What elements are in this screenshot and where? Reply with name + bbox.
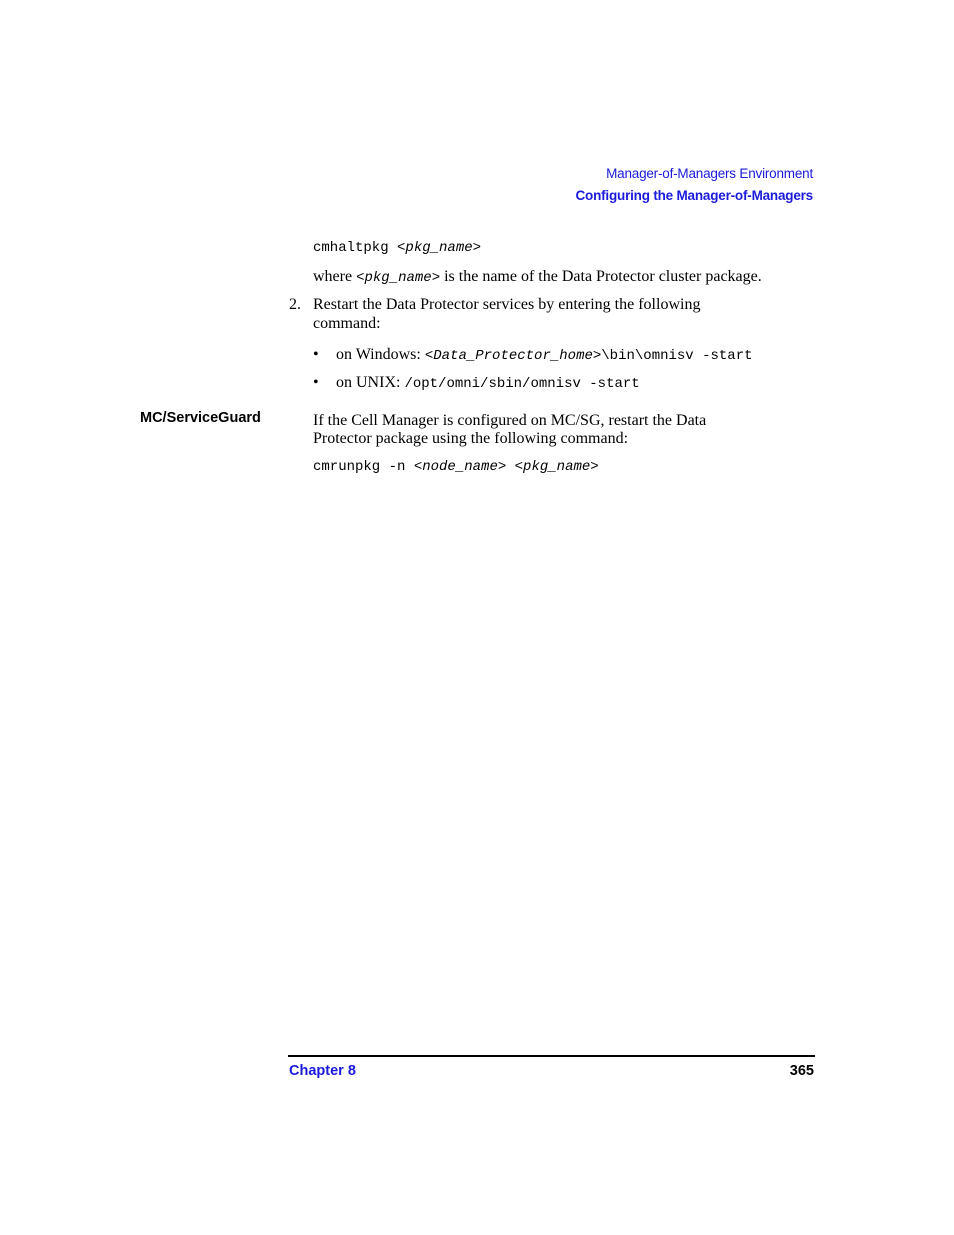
where-text-before: where xyxy=(313,268,357,285)
running-header-section: Configuring the Manager-of-Managers xyxy=(575,188,813,203)
step-number: 2. xyxy=(289,296,301,313)
command-arg-node: <node_name> xyxy=(413,459,507,475)
command-text: cmhaltpkg xyxy=(313,240,398,256)
bullet-unix xyxy=(336,373,640,394)
command-arg: <pkg_name> xyxy=(397,240,482,256)
bullet-path: /opt/omni/sbin/omnisv -start xyxy=(404,376,640,392)
footer-page-number: 365 xyxy=(789,1063,814,1079)
where-text-after: is the name of the Data Protector cluster package. xyxy=(440,268,762,285)
command-space xyxy=(506,459,514,475)
command-cmrunpkg xyxy=(313,458,599,477)
bullet-label: on Windows: xyxy=(336,346,425,363)
bullet-windows xyxy=(336,345,753,366)
footer-rule xyxy=(288,1055,815,1057)
bullet-path: \bin\omnisv -start xyxy=(601,348,753,364)
side-heading-mcserviceguard: MC/ServiceGuard xyxy=(140,410,261,426)
step-2-line-2: command: xyxy=(313,315,381,332)
step-2-line-1: Restart the Data Protector services by entering the following xyxy=(313,296,701,313)
where-paragraph xyxy=(313,267,762,288)
where-arg: <pkg_name> xyxy=(356,270,441,286)
command-arg-pkg: <pkg_name> xyxy=(514,459,599,475)
bullet-label: on UNIX: xyxy=(336,374,405,391)
bullet-marker: • xyxy=(313,346,319,363)
running-header-chapter: Manager-of-Managers Environment xyxy=(606,166,813,181)
bullet-arg: <Data_Protector_home> xyxy=(424,348,602,364)
command-cmhaltpkg xyxy=(313,239,481,258)
footer-chapter-label: Chapter 8 xyxy=(289,1063,356,1079)
command-text: cmrunpkg -n xyxy=(313,459,414,475)
bullet-marker: • xyxy=(313,374,319,391)
mcsg-paragraph-line-1: If the Cell Manager is configured on MC/SG, restart the Data xyxy=(313,412,707,429)
mcsg-paragraph-line-2: Protector package using the following command: xyxy=(313,430,629,447)
